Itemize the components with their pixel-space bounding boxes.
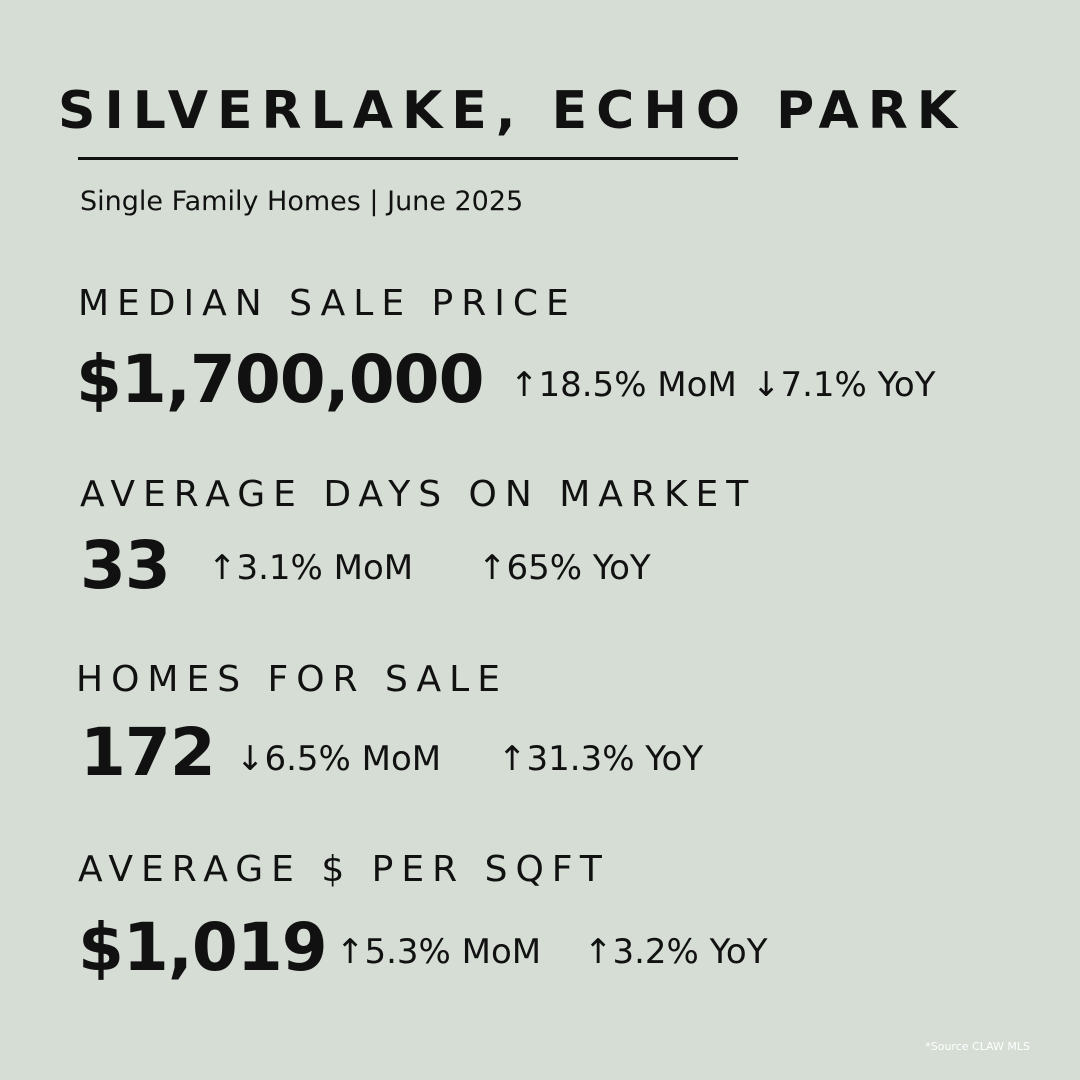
stat-yoy-average-days-on-market: ↑65% YoY: [478, 548, 651, 588]
stat-mom-average-days-on-market: ↑3.1% MoM: [208, 548, 414, 588]
stat-value-median-sale-price: $1,700,000: [76, 341, 484, 418]
stat-yoy-median-sale-price: ↓7.1% YoY: [752, 365, 936, 405]
source-note: *Source CLAW MLS: [925, 1040, 1030, 1053]
stat-mom-average-per-sqft: ↑5.3% MoM: [336, 932, 542, 972]
page-title: SILVERLAKE, ECHO PARK: [58, 81, 967, 141]
stat-value-average-days-on-market: 33: [80, 527, 170, 604]
stat-yoy-homes-for-sale: ↑31.3% YoY: [498, 739, 704, 779]
stat-value-homes-for-sale: 172: [80, 714, 215, 791]
stat-mom-homes-for-sale: ↓6.5% MoM: [236, 739, 442, 779]
stat-label-average-per-sqft: AVERAGE $ PER SQFT: [78, 849, 610, 890]
stat-label-homes-for-sale: HOMES FOR SALE: [76, 659, 508, 700]
stat-value-average-per-sqft: $1,019: [78, 909, 327, 986]
stat-label-average-days-on-market: AVERAGE DAYS ON MARKET: [80, 474, 757, 515]
stat-label-median-sale-price: MEDIAN SALE PRICE: [78, 283, 577, 324]
stat-mom-median-sale-price: ↑18.5% MoM: [510, 365, 737, 405]
title-divider: [78, 157, 738, 160]
subtitle: Single Family Homes | June 2025: [80, 186, 524, 217]
stat-yoy-average-per-sqft: ↑3.2% YoY: [584, 932, 768, 972]
